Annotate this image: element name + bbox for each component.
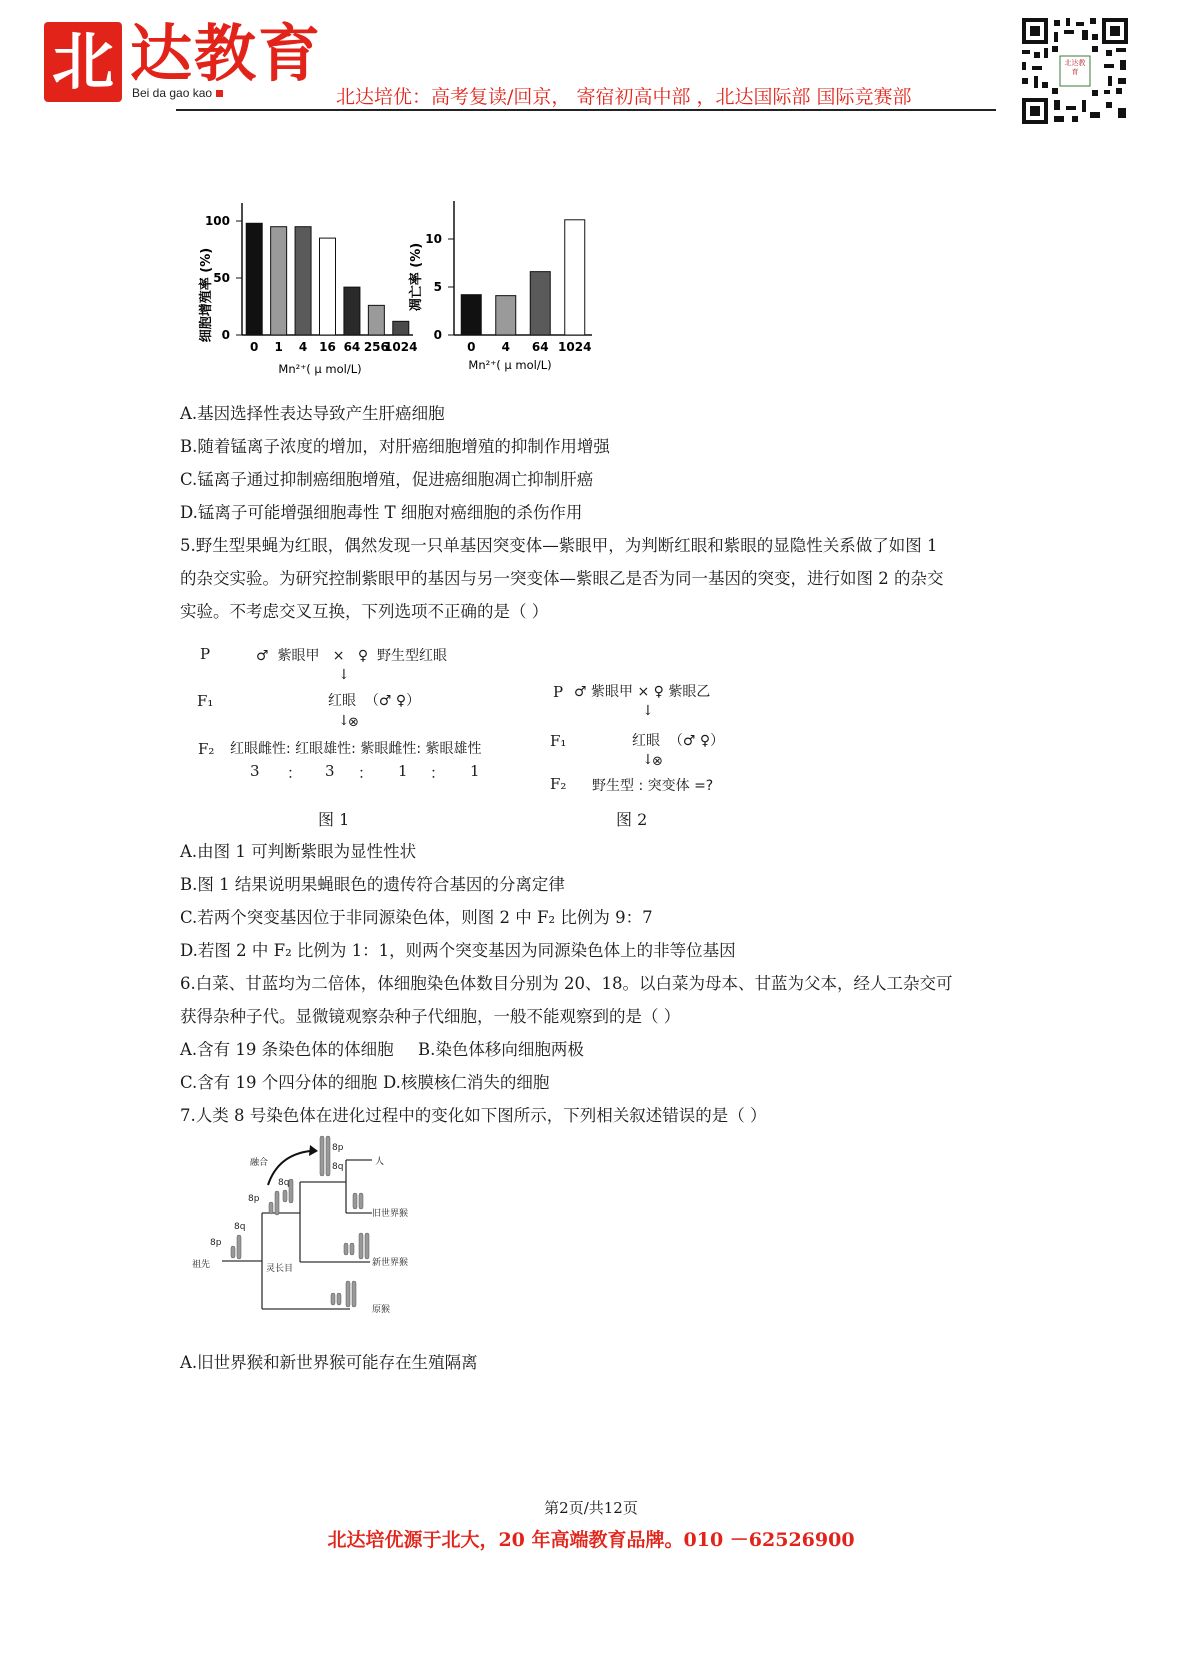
- fig1-caption: 图 1: [318, 810, 350, 829]
- x-tick-label: 1024: [384, 340, 418, 354]
- chromosome: [331, 1293, 335, 1305]
- page-number: 第2页/共12页: [544, 1499, 638, 1517]
- header-slogan: 北达培优：高考复读/回京， 寄宿初高中部 ，北达国际部 国际竞赛部: [336, 86, 912, 108]
- proliferation-ylabel: 细胞增殖率 (%): [199, 247, 214, 343]
- logo-dot: [216, 90, 223, 97]
- proliferation-xlabel: Mn²⁺( μ mol/L): [278, 362, 362, 376]
- q6-stem-line: 6.白菜、甘蓝均为二倍体，体细胞染色体数目分别为 20、18。以白菜为母本、甘蓝为父本，经人工杂交可: [180, 974, 953, 993]
- tree-label-primate: 灵长目: [266, 1264, 294, 1274]
- down-arrow-icon: ↓: [338, 667, 350, 683]
- x-tick-label: 4: [298, 340, 308, 354]
- q5-option-d: D.若图 2 中 F₂ 比例为 1：1，则两个突变基因为同源染色体上的非等位基因: [180, 941, 736, 960]
- chromosome: [359, 1233, 363, 1259]
- bar-64: [530, 272, 550, 335]
- chromosome: [231, 1246, 235, 1258]
- fig2-parent-cross: ♂ 紫眼甲 × ♀ 紫眼乙: [574, 684, 711, 700]
- q5-stem-line: 实验。不考虑交叉互换，下列选项不正确的是（ ）: [180, 602, 549, 621]
- q4-option-c: C.锰离子通过抑制癌细胞增殖，促进癌细胞凋亡抑制肝癌: [180, 470, 594, 489]
- logo-pinyin-text: Bei da gao kao: [132, 86, 213, 100]
- tree-label-old-world-monkey: 旧世界猴: [372, 1209, 409, 1219]
- chromosome: [237, 1235, 241, 1259]
- bar-4: [295, 227, 311, 335]
- fig1-f1: 红眼 （♂ ♀）: [328, 693, 421, 709]
- chromosome: [289, 1179, 293, 1203]
- fig1-ratio-sep: ：: [287, 764, 303, 782]
- q5-stem-line: 的杂交实验。为研究控制紫眼甲的基因与另一突变体—紫眼乙是否为同一基因的突变，进行如图 2 的杂交: [180, 569, 944, 588]
- y-tick-label: 5: [433, 280, 442, 294]
- footer-slogan: 北达培优源于北大，20 年高端教育品牌。010 －62526900: [327, 1529, 855, 1551]
- selfing-icon: ⊗: [348, 715, 359, 730]
- down-arrow-icon: ↓: [642, 752, 654, 768]
- fig1-parent-cross: ♂ 紫眼甲 × ♀ 野生型红眼: [256, 648, 448, 664]
- selfing-icon: ⊗: [652, 754, 663, 769]
- x-tick-label: 4: [501, 340, 510, 354]
- fig2-f1: 红眼 （♂ ♀）: [632, 733, 725, 749]
- bar-64: [344, 287, 360, 335]
- proliferation-chart: [180, 195, 430, 395]
- qr-label: 北达教育: [1064, 59, 1086, 76]
- bar-16: [320, 238, 336, 335]
- logo-pinyin: [132, 86, 223, 100]
- q7-option-a: A.旧世界猴和新世界猴可能存在生殖隔离: [180, 1353, 478, 1372]
- chromosome: [275, 1191, 279, 1215]
- tree-label-new-world-monkey: 新世界猴: [372, 1258, 409, 1268]
- logo-mark: 北: [44, 22, 122, 102]
- chromosome: [352, 1281, 356, 1307]
- y-tick-label: 0: [433, 328, 442, 342]
- chromosome: [365, 1233, 369, 1259]
- chromosome-label-8p: 8p: [332, 1143, 344, 1153]
- chromosome-label-8p: 8p: [210, 1238, 222, 1248]
- fig1-ratio: 3: [250, 762, 260, 780]
- chromosome: [337, 1293, 341, 1305]
- chromosome-label-8q: 8q: [278, 1178, 290, 1188]
- tree-label-human: 人: [375, 1157, 385, 1167]
- x-tick-label: 64: [531, 340, 549, 354]
- apoptosis-xlabel: Mn²⁺( μ mol/L): [468, 358, 552, 372]
- q5-stem-line: 5.野生型果蝇为红眼，偶然发现一只单基因突变体—紫眼甲，为判断红眼和紫眼的显隐性关系做了如图 1: [180, 536, 938, 555]
- fig1-ratio-sep: ：: [358, 764, 374, 782]
- fig1-ratio-sep: ：: [430, 764, 446, 782]
- fig1-f2: 红眼雌性: 红眼雄性: 紫眼雌性: 紫眼雄性: [230, 741, 482, 757]
- x-tick-label: 256: [363, 340, 389, 354]
- fig1-ratio: 3: [325, 762, 335, 780]
- x-tick-label: 0: [467, 340, 476, 354]
- chromosome: [320, 1136, 324, 1176]
- fig1-f1-label: F₁: [197, 692, 214, 710]
- q5-option-a: A.由图 1 可判断紫眼为显性性状: [180, 842, 417, 861]
- y-tick-label: 50: [213, 271, 230, 285]
- down-arrow-icon: ↓: [642, 703, 654, 719]
- chromosome: [269, 1202, 273, 1214]
- tree-label-prosimian: 原猴: [372, 1305, 391, 1315]
- q4-option-a: A.基因选择性表达导致产生肝癌细胞: [180, 404, 445, 423]
- q5-option-c: C.若两个突变基因位于非同源染色体，则图 2 中 F₂ 比例为 9：7: [180, 908, 653, 927]
- q6-option-d: D.核膜核仁消失的细胞: [383, 1073, 550, 1092]
- bar-1: [271, 227, 287, 335]
- apoptosis-ylabel: 凋亡率 (%): [409, 242, 424, 312]
- q5-option-b: B.图 1 结果说明果蝇眼色的遗传符合基因的分离定律: [180, 875, 565, 894]
- q6-option-c: C.含有 19 个四分体的细胞: [180, 1073, 378, 1092]
- logo: [44, 18, 334, 110]
- bar-1024: [565, 220, 585, 335]
- chromosome: [353, 1193, 357, 1209]
- q4-option-b: B.随着锰离子浓度的增加，对肝癌细胞增殖的抑制作用增强: [180, 437, 610, 456]
- q7-stem: 7.人类 8 号染色体在进化过程中的变化如下图所示，下列相关叙述错误的是（ ）: [180, 1106, 767, 1125]
- chromosome-label-8q: 8q: [234, 1222, 246, 1232]
- chromosome: [346, 1281, 350, 1307]
- chromosome: [283, 1190, 287, 1202]
- fig1-f2-label: F₂: [198, 740, 215, 758]
- tree-label-fusion: 融合: [250, 1158, 269, 1168]
- q6-option-b: B.染色体移向细胞两极: [418, 1040, 584, 1059]
- bar-0: [246, 223, 262, 335]
- chromosome: [350, 1243, 354, 1255]
- fig1-p-label: P: [200, 645, 211, 663]
- y-tick-label: 100: [204, 214, 230, 228]
- q6-option-a: A.含有 19 条染色体的体细胞: [180, 1040, 394, 1059]
- x-tick-label: 64: [343, 340, 361, 354]
- fig1-ratio: 1: [470, 762, 480, 780]
- q6-stem-line: 获得杂种子代。显微镜观察杂种子代细胞，一般不能观察到的是（ ）: [180, 1007, 681, 1026]
- fusion-arrowhead: [309, 1145, 318, 1156]
- bar-4: [496, 296, 516, 335]
- chromosome-label-8p: 8p: [248, 1194, 260, 1204]
- fig2-f2: 野生型 : 突变体 =?: [592, 778, 714, 794]
- bar-256: [368, 305, 384, 335]
- fig1-ratio: 1: [398, 762, 408, 780]
- fig2-f1-label: F₁: [550, 732, 567, 750]
- fig2-p-label: P: [553, 683, 564, 701]
- x-tick-label: 0: [250, 340, 259, 354]
- chromosome-label-8q: 8q: [332, 1162, 344, 1172]
- x-tick-label: 1: [274, 340, 283, 354]
- y-tick-label: 10: [425, 232, 442, 246]
- q4-option-d: D.锰离子可能增强细胞毒性 T 细胞对癌细胞的杀伤作用: [180, 503, 583, 522]
- header-divider: [176, 109, 996, 111]
- fig2-f2-label: F₂: [550, 775, 567, 793]
- bar-0: [461, 295, 481, 335]
- tree-label-ancestor: 祖先: [192, 1260, 211, 1270]
- logo-wordmark: 达教育: [130, 17, 323, 90]
- down-arrow-icon: ↓: [338, 713, 350, 729]
- chromosome-evolution-tree: [190, 1135, 450, 1345]
- chromosome: [344, 1243, 348, 1255]
- x-tick-label: 1024: [558, 340, 592, 354]
- y-tick-label: 0: [221, 328, 230, 342]
- apoptosis-chart: [402, 195, 602, 395]
- fig2-caption: 图 2: [616, 810, 648, 829]
- x-tick-label: 16: [319, 340, 336, 354]
- chromosome: [326, 1136, 330, 1176]
- chromosome: [359, 1193, 363, 1209]
